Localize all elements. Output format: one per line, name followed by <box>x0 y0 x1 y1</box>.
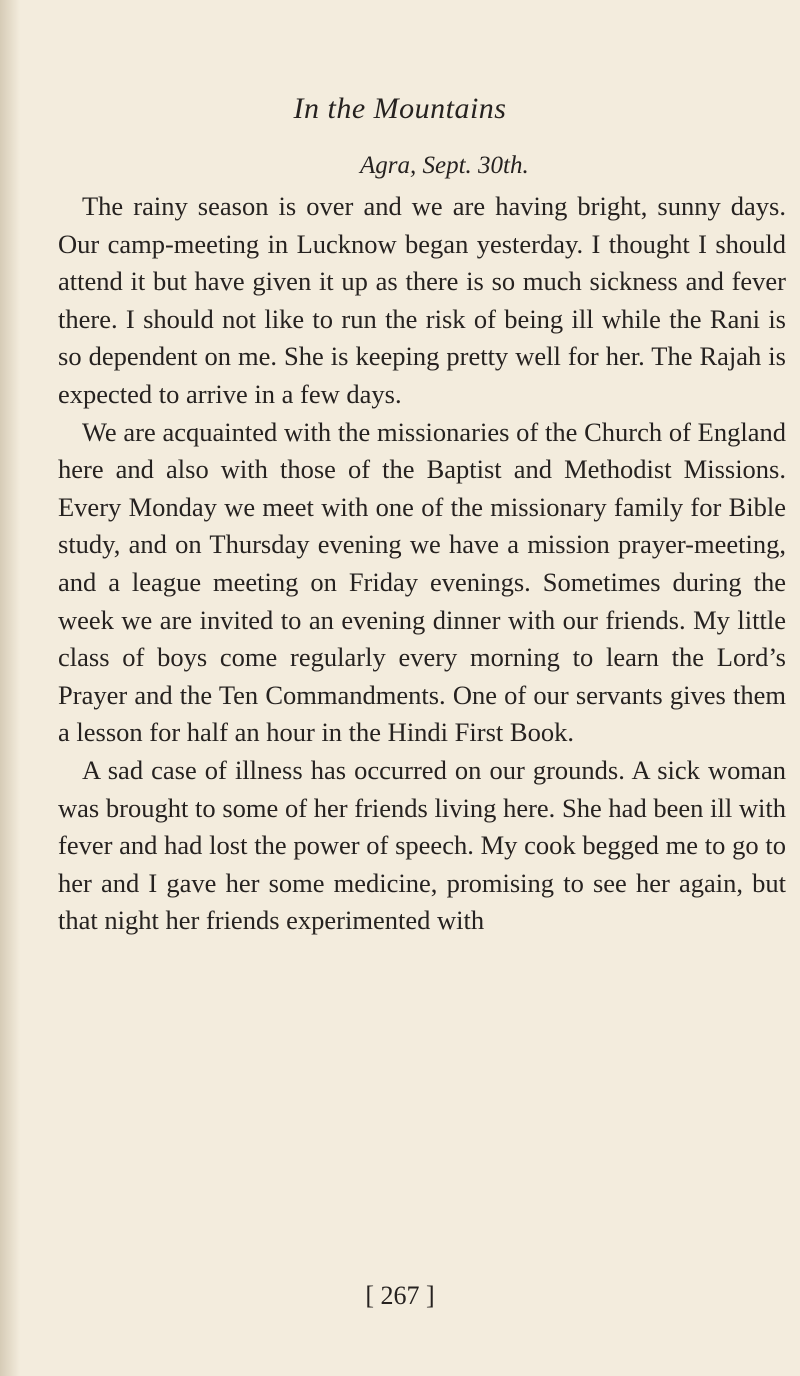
page-edge-shadow <box>0 0 20 1376</box>
paragraph-3: A sad case of illness has occurred on our grounds. A sick woman was brought to some of her friends living here. She had been ill with fever and had lost the power of speech. My cook begged me to go to her and I gave her some medicine, promising to see her again, but that night her friends experimented with <box>58 754 786 936</box>
body-text <box>58 188 786 940</box>
dateline: Agra, Sept. 30th. <box>360 152 529 179</box>
running-head: In the Mountains <box>293 92 507 125</box>
page-number: [ 267 ] <box>365 1281 435 1310</box>
paragraph-2: We are acquainted with the missionaries of the Church of England here and also with those of the Baptist and Methodist Missions. Every Monday we meet with one of the missionary family for Bible study, and on Thursday evening we have a mission prayer-meeting, and a league meeting on Friday evenings. Sometimes during the week we are invited to an evening dinner with our friends. My little class of boys come regularly every morning to learn the Lord’s Prayer and the Ten Commandments. One of our servants gives them a lesson for half an hour in the Hindi First Book. <box>58 416 786 748</box>
paragraph-1: The rainy season is over and we are having bright, sunny days. Our camp-meeting in Lucknow began yesterday. I thought I should attend it but have given it up as there is so much sickness and fever there. I should not like to run the risk of being ill while the Rani is so dependent on me. She is keeping pretty well for her. The Rajah is expected to arrive in a few days. <box>58 191 786 409</box>
